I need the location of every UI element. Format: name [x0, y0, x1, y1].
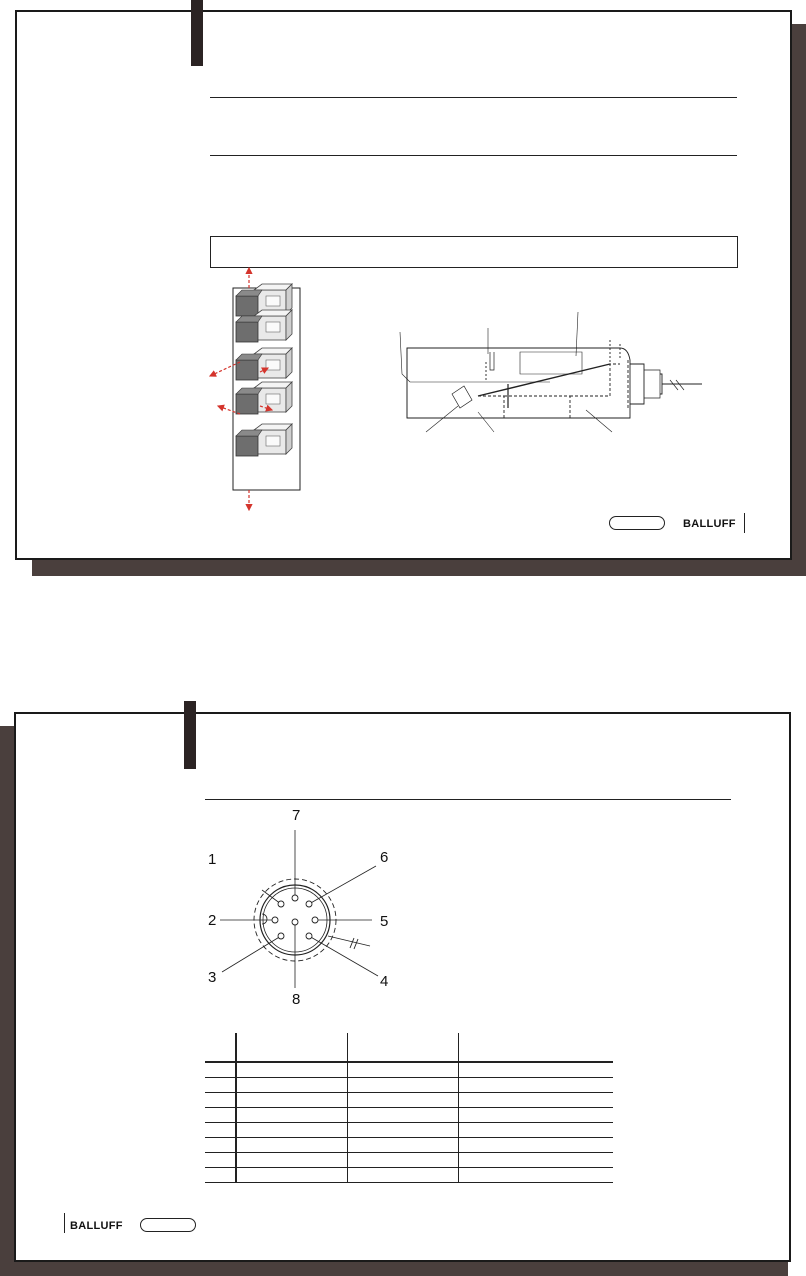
table-cell [348, 1123, 459, 1138]
table-cell [348, 1078, 459, 1093]
table-cell [236, 1062, 348, 1078]
table-header-cell [348, 1033, 459, 1062]
leader-3 [576, 312, 578, 356]
pin-contact [312, 917, 318, 923]
leader-4 [426, 406, 458, 432]
housing-outline [407, 348, 630, 418]
table-cell [205, 1078, 236, 1093]
sensor-orientation-figure [200, 262, 310, 514]
table-row [205, 1168, 613, 1183]
table-header-cell [236, 1033, 348, 1062]
page1-footer-pill [609, 516, 665, 530]
table-row [205, 1078, 613, 1093]
table-cell [459, 1062, 614, 1078]
pin-leader [309, 866, 376, 904]
table-header-cell [459, 1033, 614, 1062]
table-cell [348, 1168, 459, 1183]
table-cell [348, 1062, 459, 1078]
table-cell [348, 1153, 459, 1168]
pin-label: 4 [380, 973, 389, 990]
connector-pinout-diagram [200, 800, 400, 1010]
table-cell [236, 1078, 348, 1093]
pin-label: 8 [292, 991, 301, 1008]
table-cell [236, 1093, 348, 1108]
page1-brand-logo: BALLUFF [683, 518, 736, 530]
table-cell [459, 1168, 614, 1183]
window-slot [520, 352, 582, 374]
pin-assignment-table [205, 1033, 613, 1183]
table-row [205, 1153, 613, 1168]
table-row [205, 1123, 613, 1138]
table-cell [236, 1138, 348, 1153]
pin-label: 6 [380, 849, 389, 866]
leader-6 [586, 410, 612, 432]
table-cell [459, 1108, 614, 1123]
table-cell [459, 1138, 614, 1153]
table-cell [205, 1153, 236, 1168]
table-cell [236, 1108, 348, 1123]
pin-label: 5 [380, 913, 389, 930]
table-cell [459, 1093, 614, 1108]
pin-contact [292, 895, 298, 901]
table-cell [205, 1093, 236, 1108]
table-cell [236, 1153, 348, 1168]
pin-contact [272, 917, 278, 923]
pin-contact [278, 933, 284, 939]
pin-label: 3 [208, 969, 217, 986]
pin-contact [292, 919, 298, 925]
table-cell [459, 1078, 614, 1093]
pin-contact [278, 901, 284, 907]
page1-rule-top [210, 97, 737, 98]
table-cell [205, 1168, 236, 1183]
table-cell [236, 1123, 348, 1138]
table-cell [205, 1123, 236, 1138]
pin-contact [306, 901, 312, 907]
table-row [205, 1138, 613, 1153]
page2-brand-logo: BALLUFF [70, 1220, 123, 1232]
page2-footer-pill [140, 1218, 196, 1232]
shield-lead [328, 936, 370, 946]
pin-contact [306, 933, 312, 939]
table-cell [459, 1123, 614, 1138]
table-cell [348, 1108, 459, 1123]
table-cell [205, 1108, 236, 1123]
pin-leader [309, 936, 378, 976]
table-header-row [205, 1033, 613, 1062]
table-cell [205, 1062, 236, 1078]
leader-5 [478, 412, 494, 432]
page2-footer-divider [64, 1213, 65, 1233]
table-header-cell [205, 1033, 236, 1062]
pin-label: 7 [292, 807, 301, 824]
page1 [15, 10, 792, 560]
shield-symbol [350, 938, 358, 949]
pin-label: 2 [208, 912, 217, 929]
table-row [205, 1093, 613, 1108]
table-cell [205, 1138, 236, 1153]
page1-footer-divider [744, 513, 745, 533]
table-cell [348, 1093, 459, 1108]
table-row [205, 1062, 613, 1078]
table-row [205, 1108, 613, 1123]
pin-label: 1 [208, 851, 217, 868]
page1-section-tab [191, 0, 203, 66]
table-cell [459, 1153, 614, 1168]
sensor-section-drawing [390, 300, 720, 440]
page2-section-tab [184, 701, 196, 769]
table-cell [348, 1138, 459, 1153]
leader-1 [400, 332, 410, 382]
table-cell [236, 1168, 348, 1183]
page1-rule-mid [210, 155, 737, 156]
